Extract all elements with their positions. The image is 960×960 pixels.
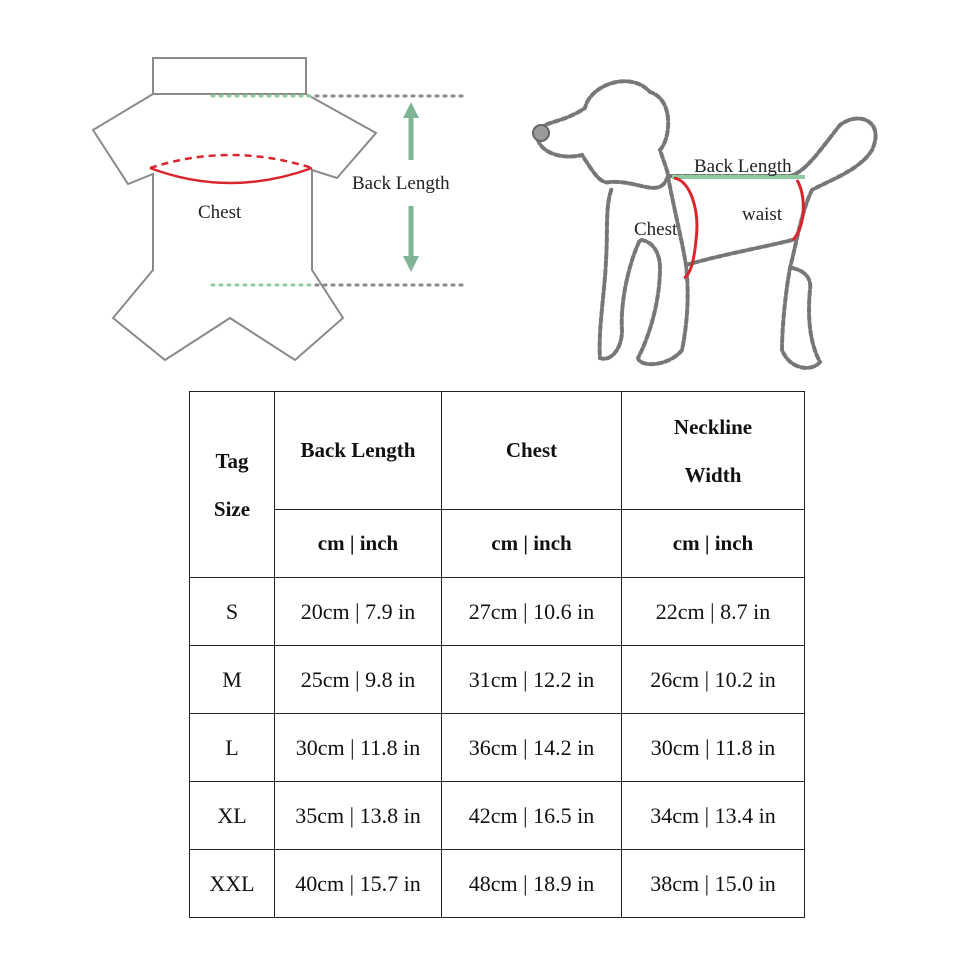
- chest-cell: 27cm | 10.6 in: [442, 578, 622, 646]
- neckline-cell: 38cm | 15.0 in: [622, 850, 805, 918]
- shirt-chest-measure: [150, 155, 312, 183]
- size-cell: S: [190, 578, 275, 646]
- table-row: [190, 850, 805, 918]
- table-row: [190, 578, 805, 646]
- size-cell: M: [190, 646, 275, 714]
- neckline-header-line2: Width: [684, 462, 742, 487]
- shirt-body-outline: [93, 94, 376, 360]
- table-row: [190, 646, 805, 714]
- back-length-unit: cm | inch: [275, 510, 442, 578]
- tag-header-line2: Size: [213, 496, 251, 521]
- shirt-back-length-label: Back Length: [352, 173, 450, 194]
- table-unit-row: [190, 510, 805, 578]
- back-length-cell: 40cm | 15.7 in: [275, 850, 442, 918]
- size-cell: XXL: [190, 850, 275, 918]
- shirt-guide-lines-green: [212, 96, 316, 285]
- chest-unit: cm | inch: [442, 510, 622, 578]
- chest-cell: 42cm | 16.5 in: [442, 782, 622, 850]
- neckline-header-line1: Neckline: [673, 414, 753, 439]
- measurement-diagrams: [0, 0, 960, 390]
- neckline-unit: cm | inch: [622, 510, 805, 578]
- size-chart-table: [189, 391, 805, 918]
- dog-waist-label: waist: [742, 204, 783, 225]
- back-length-cell: 35cm | 13.8 in: [275, 782, 442, 850]
- tag-size-header: [190, 392, 275, 578]
- chest-cell: 48cm | 18.9 in: [442, 850, 622, 918]
- tag-header-line1: Tag: [215, 448, 249, 473]
- dog-back-length-label: Back Length: [694, 156, 792, 177]
- neckline-cell: 22cm | 8.7 in: [622, 578, 805, 646]
- neckline-width-header: [622, 392, 805, 510]
- back-length-cell: 20cm | 7.9 in: [275, 578, 442, 646]
- shirt-chest-label: Chest: [198, 202, 242, 223]
- dog-chest-label: Chest: [634, 219, 678, 240]
- table-row: [190, 714, 805, 782]
- chest-cell: 36cm | 14.2 in: [442, 714, 622, 782]
- table-row: [190, 782, 805, 850]
- neckline-cell: 34cm | 13.4 in: [622, 782, 805, 850]
- chest-cell: 31cm | 12.2 in: [442, 646, 622, 714]
- shirt-collar: [153, 58, 306, 94]
- dog-outline: [537, 81, 876, 368]
- neckline-cell: 26cm | 10.2 in: [622, 646, 805, 714]
- back-length-cell: 25cm | 9.8 in: [275, 646, 442, 714]
- chest-header: Chest: [442, 392, 622, 510]
- dog-diagram: [533, 81, 876, 368]
- table-header-row: [190, 392, 805, 510]
- size-cell: XL: [190, 782, 275, 850]
- dog-measures: [674, 178, 803, 278]
- size-cell: L: [190, 714, 275, 782]
- back-length-header: Back Length: [275, 392, 442, 510]
- back-length-cell: 30cm | 11.8 in: [275, 714, 442, 782]
- neckline-cell: 30cm | 11.8 in: [622, 714, 805, 782]
